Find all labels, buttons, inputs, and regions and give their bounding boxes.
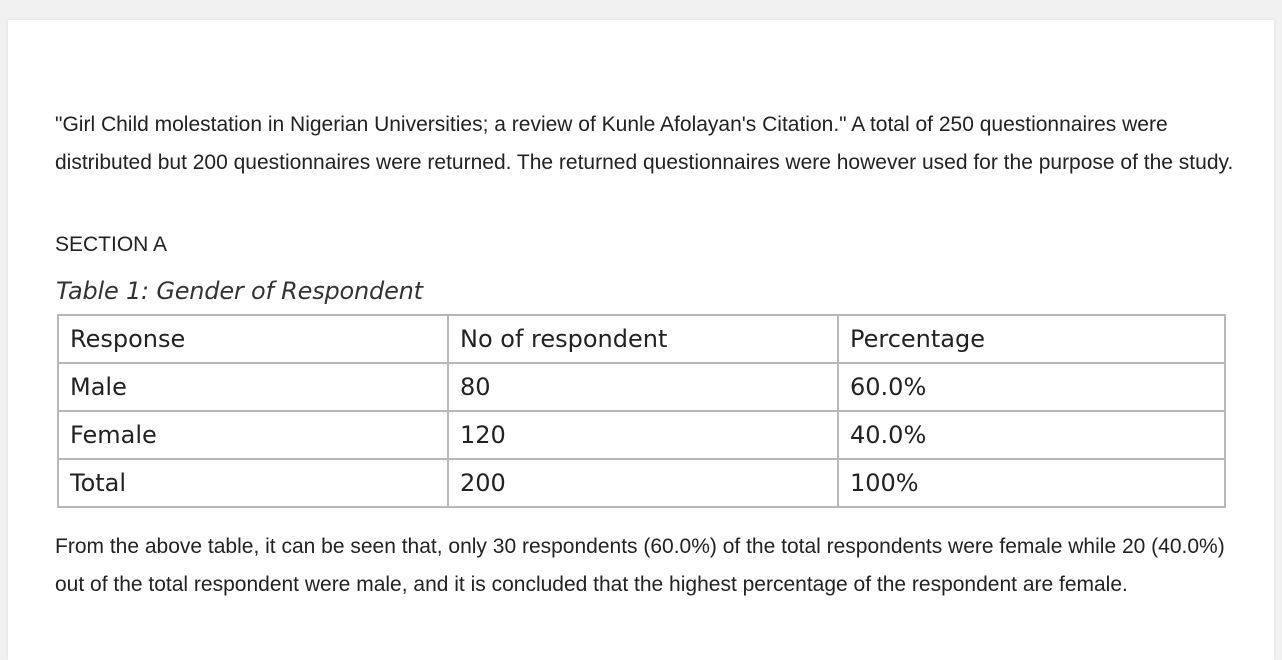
table-cell: Female — [58, 411, 448, 459]
document-page — [8, 20, 1274, 660]
table-header-row — [58, 315, 1225, 363]
table-cell: 60.0% — [838, 363, 1225, 411]
table-header-cell: Response — [58, 315, 448, 363]
table-cell: 200 — [448, 459, 838, 507]
table-cell: 100% — [838, 459, 1225, 507]
intro-paragraph: "Girl Child molestation in Nigerian Universities; a review of Kunle Afolayan's Citation." A total of 250 questionnaires were distributed but 200 questionnaires were returned. The returned questionnaires were however used for the purpose of the study. — [55, 113, 1234, 174]
table-cell: 120 — [448, 411, 838, 459]
table-caption: Table 1: Gender of Respondent — [56, 277, 423, 305]
table-row — [58, 459, 1225, 507]
table-row — [58, 411, 1225, 459]
table-cell: Male — [58, 363, 448, 411]
conclusion-paragraph: From the above table, it can be seen that, only 30 respondents (60.0%) of the total respondents were female while 20 (40.0%) out of the total respondent were male, and it is concluded that the highest percentage of the respondent are female. — [55, 535, 1225, 596]
table-header-cell: Percentage — [838, 315, 1225, 363]
table-row — [58, 363, 1225, 411]
section-heading: SECTION A — [55, 233, 168, 256]
table-cell: 80 — [448, 363, 838, 411]
table-cell: 40.0% — [838, 411, 1225, 459]
gender-table — [57, 314, 1226, 508]
table-cell: Total — [58, 459, 448, 507]
table-header-cell: No of respondent — [448, 315, 838, 363]
